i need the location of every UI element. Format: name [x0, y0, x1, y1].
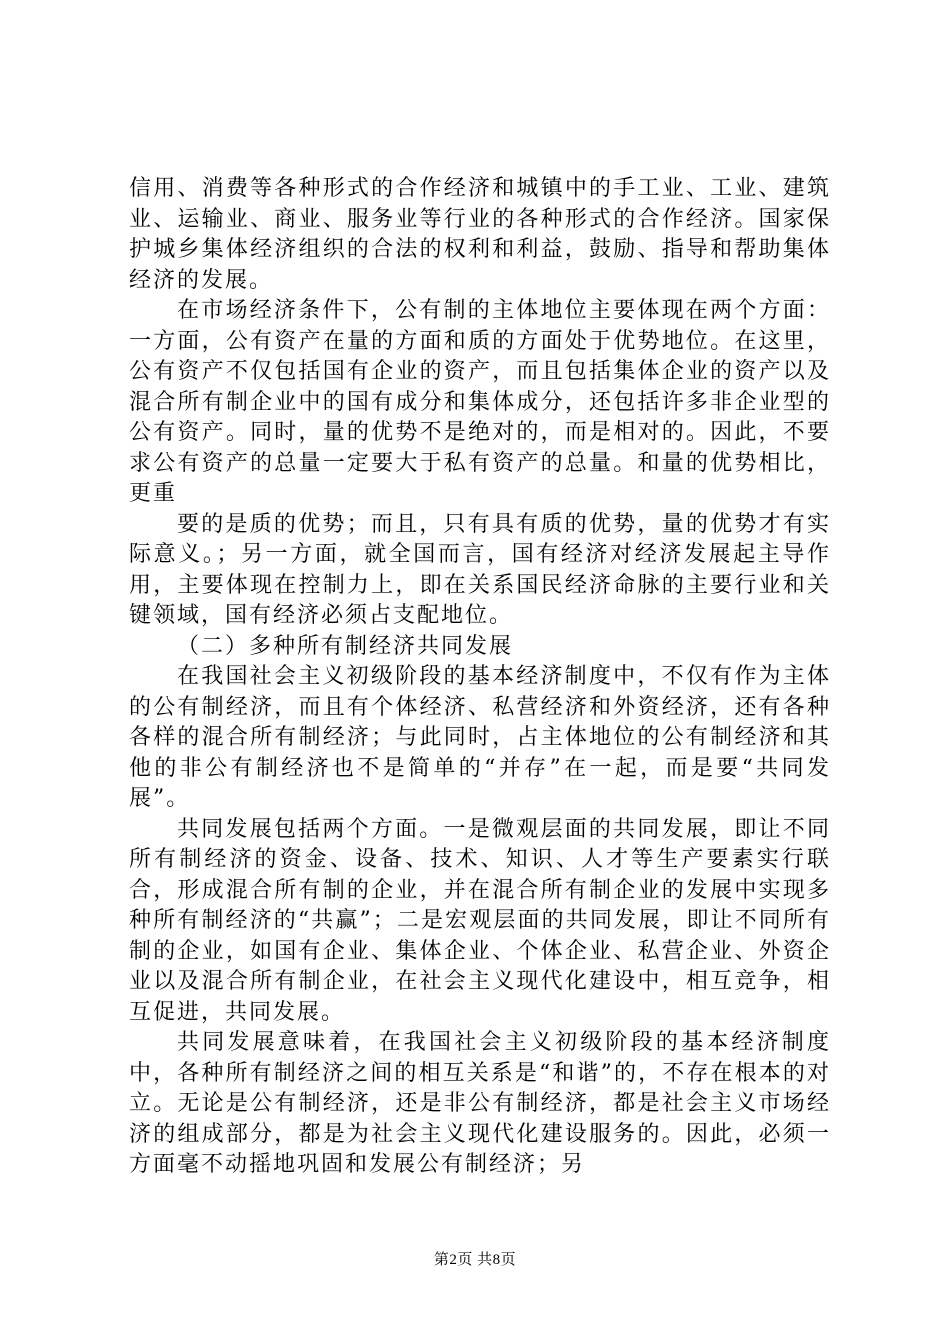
paragraph-2: 在市场经济条件下，公有制的主体地位主要体现在两个方面：一方面，公有资产在量的方面和质的方面处于优势地位。在这里，公有资产不仅包括国有企业的资产，而且包括集体企业的资产以及混合所有制企业中的国有成分和集体成分，还包括许多非企业型的公有资产。同时，量的优势不是绝对的，而是相对的。因此，不要求公有资产的总量一定要大于私有资产的总量。和量的优势相比，更重 [129, 298, 831, 506]
paragraph-6: 共同发展意味着，在我国社会主义初级阶段的基本经济制度中，各种所有制经济之间的相互关系是“和谐”的，不存在根本的对立。无论是公有制经济，还是非公有制经济，都是社会主义市场经济的组成部分，都是为社会主义现代化建设服务的。因此，必须一方面毫不动摇地巩固和发展公有制经济；另 [129, 1030, 831, 1177]
section-heading: （二）多种所有制经济共同发展 [177, 633, 514, 659]
paragraph-5: 共同发展包括两个方面。一是微观层面的共同发展，即让不同所有制经济的资金、设备、技术、知识、人才等生产要素实行联合，形成混合所有制的企业，并在混合所有制企业的发展中实现多种所有制经济的“共赢”；二是宏观层面的共同发展，即让不同所有制的企业，如国有企业、集体企业、个体企业、私营企业、外资企业以及混合所有制企业，在社会主义现代化建设中，相互竞争，相互促进，共同发展。 [129, 816, 831, 1025]
paragraph-1: 信用、消费等各种形式的合作经济和城镇中的手工业、工业、建筑业、运输业、商业、服务业等行业的各种形式的合作经济。国家保护城乡集体经济组织的合法的权利和利益，鼓励、指导和帮助集体经济的发展。 [129, 176, 831, 293]
document-body [129, 174, 831, 1181]
paragraph-3: 要的是质的优势；而且，只有具有质的优势，量的优势才有实际意义。；另一方面，就全国而言，国有经济对经济发展起主导作用，主要体现在控制力上，即在关系国民经济命脉的主要行业和关键领域，国有经济必须占支配地位。 [129, 511, 831, 628]
page-number-footer: 第2页 共8页 [433, 1252, 517, 1268]
paragraph-4: 在我国社会主义初级阶段的基本经济制度中，不仅有作为主体的公有制经济，而且有个体经济、私营经济和外资经济，还有各种各样的混合所有制经济；与此同时，占主体地位的公有制经济和其他的非公有制经济也不是简单的“并存”在一起，而是要“共同发展”。 [129, 664, 831, 811]
